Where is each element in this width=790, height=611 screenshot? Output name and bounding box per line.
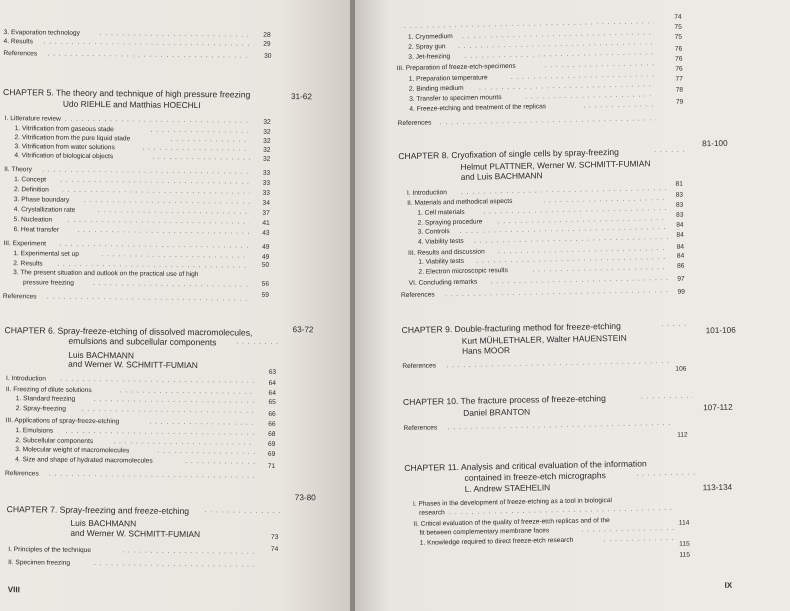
leader-dots — [47, 49, 251, 63]
toc-entry: 2. Results — [13, 260, 43, 268]
page-number: 29 — [263, 40, 271, 48]
page-folio: IX — [724, 580, 733, 590]
page-number: 32 — [263, 137, 271, 145]
toc-entry: fit between complementary membrane faces — [419, 527, 550, 537]
toc-entry: I. Introduction — [5, 375, 47, 383]
left-page — [0, 0, 352, 611]
toc-entry: 3. Evaporation technology — [3, 29, 80, 37]
chapter-authors: and Werner W. SCHMITT-FUMIAN — [68, 358, 198, 371]
toc-entry: 1. Vitrification from gaseous stade — [14, 125, 114, 134]
toc-entry: 3. Jet-freezing — [408, 53, 451, 61]
chapter-authors: L. Andrew STAEHELIN — [464, 482, 551, 494]
chapter-authors: and Werner W. SCHMITT-FUMIAN — [70, 527, 201, 540]
toc-entry: II. Critical evaluation of the quality of freeze-etch replicas and of the — [413, 517, 610, 528]
chapter-authors: Luis BACHMANN — [68, 349, 134, 361]
leader-dots — [94, 558, 258, 572]
toc-entry: 2. Definition — [13, 186, 49, 194]
toc-entry: II. Freezing of dilute solutions — [5, 386, 92, 394]
chapter-authors: Daniel BRANTON — [463, 406, 531, 418]
page-number: 78 — [675, 86, 684, 94]
toc-entry: 3. Phase boundary — [13, 196, 70, 204]
chapter-authors: Helmut PLATTNER, Werner W. SCHMITT-FUMIAN — [460, 158, 651, 172]
page-number: 69 — [267, 440, 276, 448]
page-number: 33 — [262, 189, 271, 197]
page-number: 71 — [267, 462, 276, 470]
leader-dots — [583, 99, 655, 112]
chapter-authors: Kurt MÜHLETHALER, Walter HAUENSTEIN — [461, 332, 627, 346]
chapter-page-range: 73-80 — [294, 493, 316, 503]
page-number: 34 — [262, 199, 270, 207]
toc-entry: 1. Standard freezing — [15, 395, 76, 403]
chapter-page-range: 63-72 — [292, 325, 314, 335]
leader-dots — [446, 356, 672, 372]
page-number: 49 — [261, 253, 270, 261]
toc-entry: 4. Size and shape of hydrated macromolecules — [15, 456, 153, 465]
page-number: 65 — [268, 398, 276, 406]
chapter-title: emulsions and subcellular components — [68, 335, 217, 348]
toc-entry: 4. Viability tests — [417, 237, 464, 246]
page-number: 115 — [679, 540, 690, 548]
toc-entry: 2. Spraying procedure — [417, 218, 483, 227]
page-number: 56 — [261, 280, 270, 288]
toc-entry: pressure freezing — [23, 279, 75, 287]
page-folio: VIII — [7, 585, 20, 595]
page-number: 115 — [679, 551, 691, 559]
leader-dots — [641, 390, 693, 403]
page-number: 32 — [263, 146, 271, 154]
page-number: 106 — [675, 365, 687, 373]
page-number: 83 — [675, 191, 684, 199]
page-number: 64 — [268, 379, 277, 387]
page-number: 79 — [675, 98, 684, 106]
page-number: 41 — [262, 219, 270, 227]
chapter-authors: and Luis BACHMANN — [460, 170, 543, 182]
toc-entry: I. Phases in the development of freeze-etching as a tool in biological — [412, 497, 613, 508]
toc-entry: References — [403, 424, 438, 433]
leader-dots — [445, 285, 669, 301]
toc-entry: 1. Cell materials — [417, 208, 465, 217]
leader-dots — [152, 152, 250, 165]
page-number: 99 — [677, 288, 686, 296]
toc-entry: References — [397, 119, 432, 128]
page-number: 112 — [677, 431, 688, 439]
toc-entry: 1. Preparation temperature — [408, 74, 488, 83]
toc-entry: 1. Cryomedium — [407, 33, 453, 41]
chapter-authors: Hans MOOR — [461, 344, 511, 356]
toc-entry: 5. Nucleation — [13, 216, 53, 224]
chapter-page-range: 31-62 — [290, 92, 313, 102]
toc-entry: 2. Binding medium — [408, 84, 464, 93]
page-number: 59 — [261, 291, 269, 299]
page-number: 66 — [268, 410, 276, 418]
page-number: 64 — [268, 389, 276, 397]
page-number: 33 — [262, 179, 271, 187]
page-number: 63 — [268, 368, 277, 376]
page-number: 77 — [675, 75, 683, 83]
chapter-authors: Luis BACHMANN — [70, 517, 137, 529]
page-number: 84 — [676, 243, 685, 251]
leader-dots — [49, 469, 255, 483]
page-number: 114 — [678, 519, 690, 527]
leader-dots — [636, 467, 696, 480]
toc-entry: References — [2, 293, 37, 301]
leader-dots — [661, 319, 689, 332]
toc-entry: 3. Transfer to specimen mounts — [409, 94, 502, 103]
page-number: 83 — [676, 211, 684, 219]
chapter-page-range: 107-112 — [703, 402, 733, 413]
page-number: 66 — [268, 420, 276, 428]
toc-entry: 3. Controls — [417, 228, 450, 236]
page-number: 74 — [270, 545, 279, 553]
toc-entry: III. Preparation of freeze-etch-specimens — [396, 62, 516, 73]
leader-dots — [185, 456, 255, 469]
page-number: 76 — [675, 65, 683, 73]
leader-dots — [447, 418, 673, 434]
toc-entry: II. Materials and methodical aspects — [407, 197, 513, 207]
page-number: 84 — [676, 252, 685, 260]
toc-entry: 4. Freeze-etching and treatment of the replicas — [409, 103, 547, 113]
chapter-page-range: 101-106 — [705, 325, 736, 336]
leader-dots — [93, 278, 249, 292]
page-number: 43 — [262, 229, 270, 237]
chapter-authors: Udo RIEHLE and Matthias HOECHLI — [62, 98, 201, 111]
page-number: 32 — [262, 155, 271, 163]
toc-entry: VI. Concluding remarks — [408, 278, 478, 287]
page-number: 76 — [675, 55, 683, 63]
chapter-title: CHAPTER 7. Spray-freezing and freeze-etching — [6, 504, 190, 517]
toc-entry: 4. Crystallization rate — [13, 206, 76, 214]
toc-entry: 1. Experimental set up — [13, 250, 79, 258]
leader-dots — [205, 505, 281, 518]
toc-entry: 3. Vitrification from water solutions — [14, 143, 115, 152]
leader-dots — [604, 533, 676, 546]
toc-entry: III. Experiment — [3, 240, 46, 248]
toc-entry: 2. Vitrification from the pure liquid stade — [14, 134, 131, 143]
toc-entry: 3. The present situation and outlook on the practical use of high — [13, 269, 199, 279]
page-number: 74 — [674, 13, 682, 21]
toc-entry: 2. Spray gun — [408, 43, 446, 51]
page-number: 68 — [268, 430, 276, 438]
leader-dots — [654, 145, 686, 158]
toc-entry: 2. Spray-freezing — [15, 405, 66, 413]
toc-entry: 1. Knowledge required to direct freeze-etch research — [419, 536, 574, 547]
page-number: 86 — [677, 262, 685, 270]
page-number: 50 — [261, 261, 270, 269]
toc-entry: I. Introduction — [406, 189, 448, 197]
toc-entry: II. Theory — [4, 166, 32, 174]
chapter-title: CHAPTER 11. Analysis and critical evaluation of the information — [404, 458, 647, 474]
toc-entry: References — [5, 470, 39, 478]
page-number: 75 — [674, 33, 683, 41]
toc-entry: References — [400, 291, 435, 300]
toc-entry: I. Principles of the technique — [8, 546, 92, 554]
page-number: 84 — [676, 231, 684, 239]
toc-entry: References — [3, 50, 38, 58]
chapter-page-range: 81-100 — [702, 138, 728, 149]
chapter-title: CHAPTER 8. Cryofixation of single cells by spray-freezing — [398, 146, 619, 162]
page-number: 73 — [271, 533, 279, 541]
right-page — [355, 0, 790, 611]
page-number: 32 — [263, 118, 271, 126]
toc-entry: 1. Viability tests — [418, 257, 465, 266]
toc-entry: 3. Molecular weight of macromolecules — [15, 446, 130, 455]
toc-entry: III. Applications of spray-freeze-etching — [5, 417, 120, 426]
toc-entry: 1. Emulsions — [15, 427, 54, 435]
page-number: 30 — [264, 52, 272, 60]
page-number: 75 — [674, 23, 682, 31]
toc-entry: I. Litterature review — [4, 115, 61, 123]
page-number: 32 — [263, 128, 271, 136]
leader-dots — [440, 113, 656, 129]
toc-entry: 4. Vitrification of biological objects — [14, 152, 114, 161]
leader-dots — [47, 292, 249, 306]
toc-entry: 2. Subcellular components — [15, 437, 94, 445]
page-number: 49 — [262, 243, 270, 251]
chapter-title: CHAPTER 10. The fracture process of freeze-etching — [402, 393, 606, 408]
chapter-page-range: 113-134 — [702, 482, 733, 493]
page-number: 69 — [267, 450, 276, 458]
page-number: 97 — [677, 275, 685, 283]
leader-dots — [78, 225, 250, 239]
toc-entry: 1. Concept — [14, 176, 47, 184]
toc-entry: 6. Heat transfer — [13, 226, 60, 234]
toc-entry: 4. Results — [3, 38, 33, 46]
chapter-title: contained in freeze-etch micrographs — [464, 470, 606, 483]
leader-dots — [236, 336, 280, 348]
page-number: 37 — [262, 209, 270, 217]
toc-entry: III. Results and discussion — [408, 248, 485, 257]
leader-dots — [122, 545, 258, 558]
page-number: 33 — [262, 169, 271, 177]
toc-entry: References — [402, 362, 437, 371]
toc-entry: II. Specimen freezing — [8, 559, 71, 567]
page-number: 84 — [676, 221, 684, 229]
chapter-title: CHAPTER 5. The theory and technique of high pressure freezing — [2, 87, 251, 100]
toc-entry: research — [419, 509, 445, 517]
page-number: 81 — [675, 180, 683, 188]
toc-entry: 2. Electron microscopic results — [418, 267, 508, 276]
page-number: 83 — [675, 201, 684, 209]
chapter-title: CHAPTER 6. Spray-freeze-etching of dissolved macromolecules, — [4, 325, 253, 338]
chapter-title: CHAPTER 9. Double-fracturing method for freeze-etching — [401, 320, 621, 336]
page-number: 28 — [263, 31, 271, 39]
page-number: 76 — [674, 45, 683, 53]
